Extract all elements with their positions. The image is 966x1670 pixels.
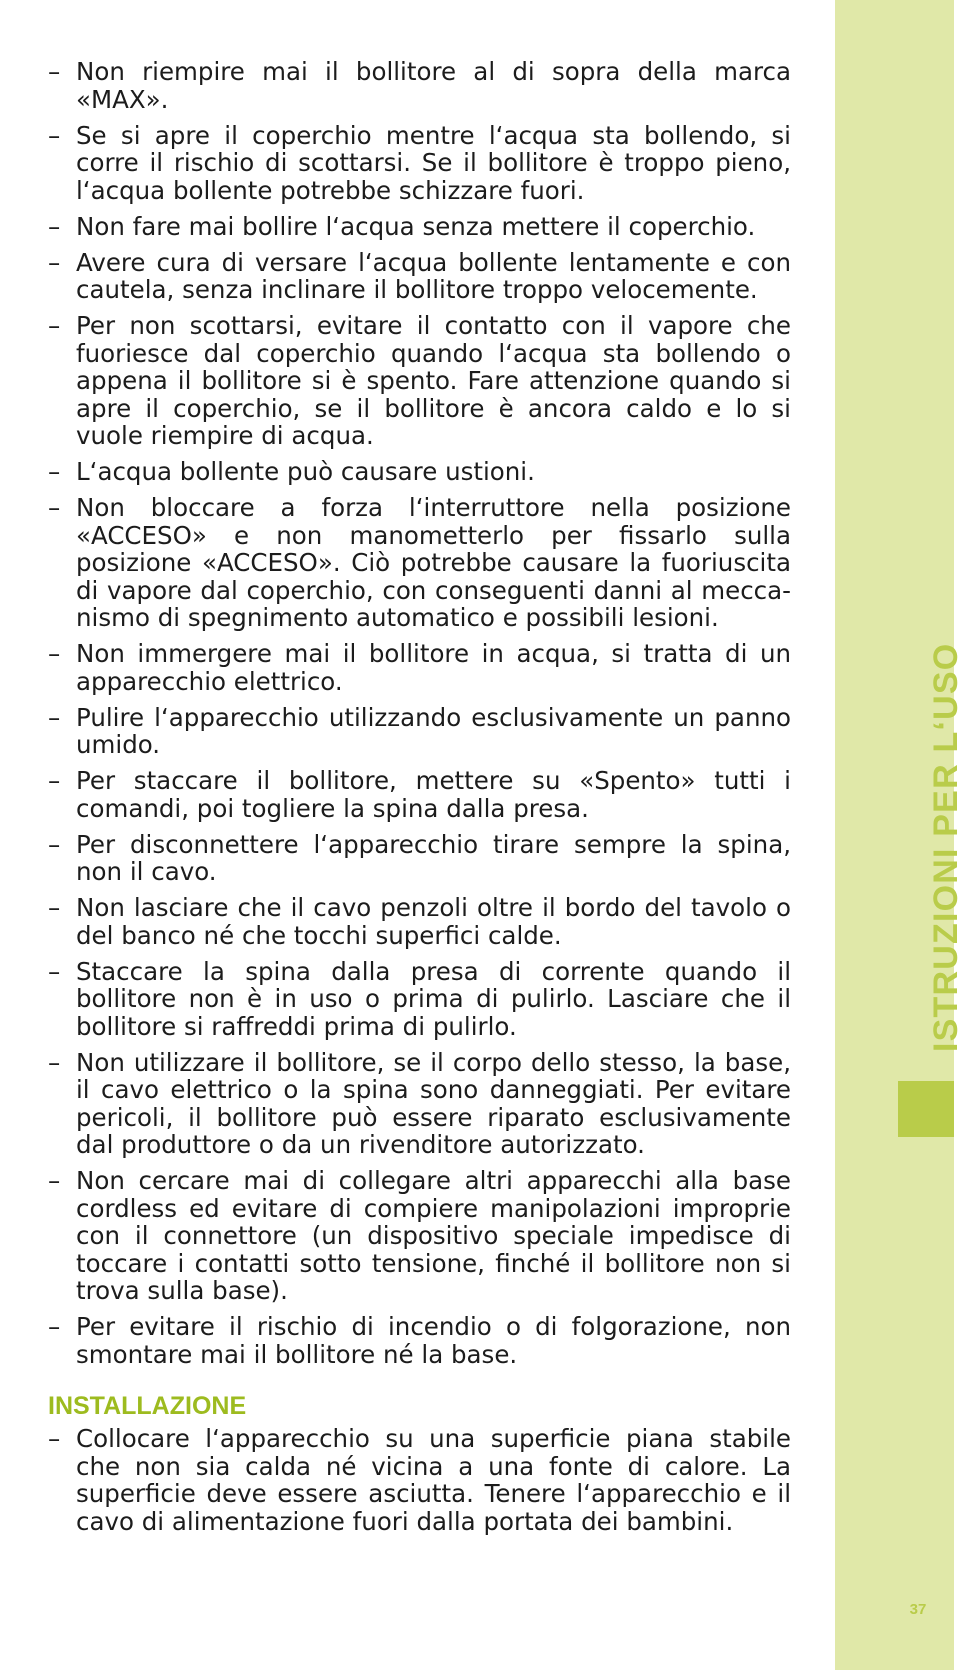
- bullet-dash: –: [48, 956, 61, 986]
- list-item: [48, 213, 791, 241]
- list-item: [48, 249, 791, 304]
- list-item: [48, 1313, 791, 1368]
- bullet-dash: –: [48, 829, 61, 859]
- list-item-text: Non riempire mai il bollitore al di sopra della marca «MAX».: [76, 57, 791, 114]
- bullet-dash: –: [48, 120, 61, 150]
- list-item: [48, 640, 791, 695]
- list-item-text: Non bloccare a forza l‘interruttore nella posizione «ACCESO» e non manometterlo per fissarlo sulla posizione «ACCESO». Ciò potrebbe causare la fuoriuscita di vapore dal coperchio, con conseguenti danni al meccanismo di spegnimento automatico e possibili lesioni.: [76, 493, 791, 632]
- list-item: [48, 767, 791, 822]
- sidebar-band: [835, 0, 965, 1670]
- list-item-text: Non fare mai bollire l‘acqua senza mettere il coperchio.: [76, 211, 756, 241]
- bullet-dash: –: [48, 1047, 61, 1077]
- list-item: [48, 58, 791, 113]
- bullet-dash: –: [48, 247, 61, 277]
- list-item-text: Non immergere mai il bollitore in acqua, si tratta di un apparecchio elettrico.: [76, 639, 791, 696]
- bullet-dash: –: [48, 311, 61, 340]
- bullet-dash: –: [48, 702, 61, 732]
- list-item-text: Staccare la spina dalla presa di corrente quando il bollitore non è in uso o prima di pulirlo. Lasciare che il bollitore si raffreddi prima di pulirlo.: [76, 956, 791, 1041]
- list-item-text: Per staccare il bollitore, mettere su «Spento» tutti i comandi, poi togliere la spina dalla presa.: [76, 766, 791, 823]
- list-item: [48, 704, 791, 759]
- list-item: [48, 1049, 791, 1159]
- list-item-text: L‘acqua bollente può causare ustioni.: [76, 457, 535, 486]
- bullet-dash: –: [48, 639, 61, 668]
- list-item: [48, 894, 791, 949]
- bullet-dash: –: [48, 1312, 61, 1341]
- page-content: [48, 58, 791, 1544]
- list-item: [48, 458, 791, 486]
- list-item-text: Per evitare il rischio di incendio o di folgorazione, non smontare mai il bollitore né la base.: [76, 1312, 791, 1369]
- list-item-text: Per non scottarsi, evitare il contatto con il vapore che fuoriesce dal coperchio quando l‘acqua sta bollendo o appena il bollitore si è spento. Fare attenzione quando si apre il coperchio, se il bollitore è ancora caldo e lo si vuole riempire di acqua.: [76, 311, 791, 450]
- list-item-text: Se si apre il coperchio mentre l‘acqua sta bollendo, si corre il rischio di scottarsi. Se il bollitore è troppo pieno, l‘acqua bollente potrebbe schizzare fuori.: [76, 120, 791, 205]
- list-item: [48, 1167, 791, 1305]
- list-item-text: Collocare l‘apparecchio su una superficie piana stabile che non sia calda né vicina a una fonte di calore. La superficie deve essere asciutta. Tenere l‘apparecchio e il cavo di alimentazione fuori dalla portata dei bambini.: [76, 1424, 791, 1536]
- list-item: [48, 494, 791, 632]
- page-number: 37: [909, 1601, 927, 1618]
- list-item-text: Non lasciare che il cavo penzoli oltre il bordo del tavolo o del banco né che tocchi superfici calde.: [76, 893, 791, 950]
- list-item: [48, 312, 791, 450]
- list-item-text: Pulire l‘apparecchio utilizzando esclusivamente un panno umido.: [76, 702, 791, 759]
- list-item-text: Non utilizzare il bollitore, se il corpo dello stesso, la base, il cavo elettrico o la spina sono danneggiati. Per evitare pericoli, il bollitore può essere riparato esclusivamente dal produttore o da un rivenditore autorizzato.: [76, 1047, 791, 1159]
- list-item: [48, 1425, 791, 1535]
- bullet-dash: –: [48, 457, 61, 486]
- bullet-dash: –: [48, 1166, 61, 1195]
- list-item: [48, 958, 791, 1041]
- section-label-vertical: ISTRUZIONI PER L‘USO: [927, 642, 965, 1052]
- bullet-dash: –: [48, 893, 61, 922]
- section-title-installazione: INSTALLAZIONE: [48, 1392, 247, 1420]
- bullet-dash: –: [48, 1424, 61, 1453]
- installation-list: [48, 1425, 791, 1535]
- bullet-dash: –: [48, 493, 61, 522]
- bullet-dash: –: [48, 766, 61, 795]
- bullet-dash: –: [48, 57, 61, 86]
- bullet-dash: –: [48, 211, 61, 241]
- list-item-text: Per disconnettere l‘apparecchio tirare sempre la spina, non il cavo.: [76, 829, 791, 886]
- list-item-text: Non cercare mai di collegare altri apparecchi alla base cordless ed evitare di compiere manipolazioni improprie con il connettore (un dispositivo speciale impedisce di toccare i contatti sotto tensione, finché il bollitore non si trova sulla base).: [76, 1166, 791, 1305]
- sidebar-tab-marker: [898, 1081, 954, 1137]
- list-item-text: Avere cura di versare l‘acqua bollente lentamente e con cautela, senza inclinare il bollitore troppo velocemente.: [76, 247, 791, 304]
- list-item: [48, 122, 791, 205]
- safety-list: [48, 58, 791, 1368]
- list-item: [48, 831, 791, 886]
